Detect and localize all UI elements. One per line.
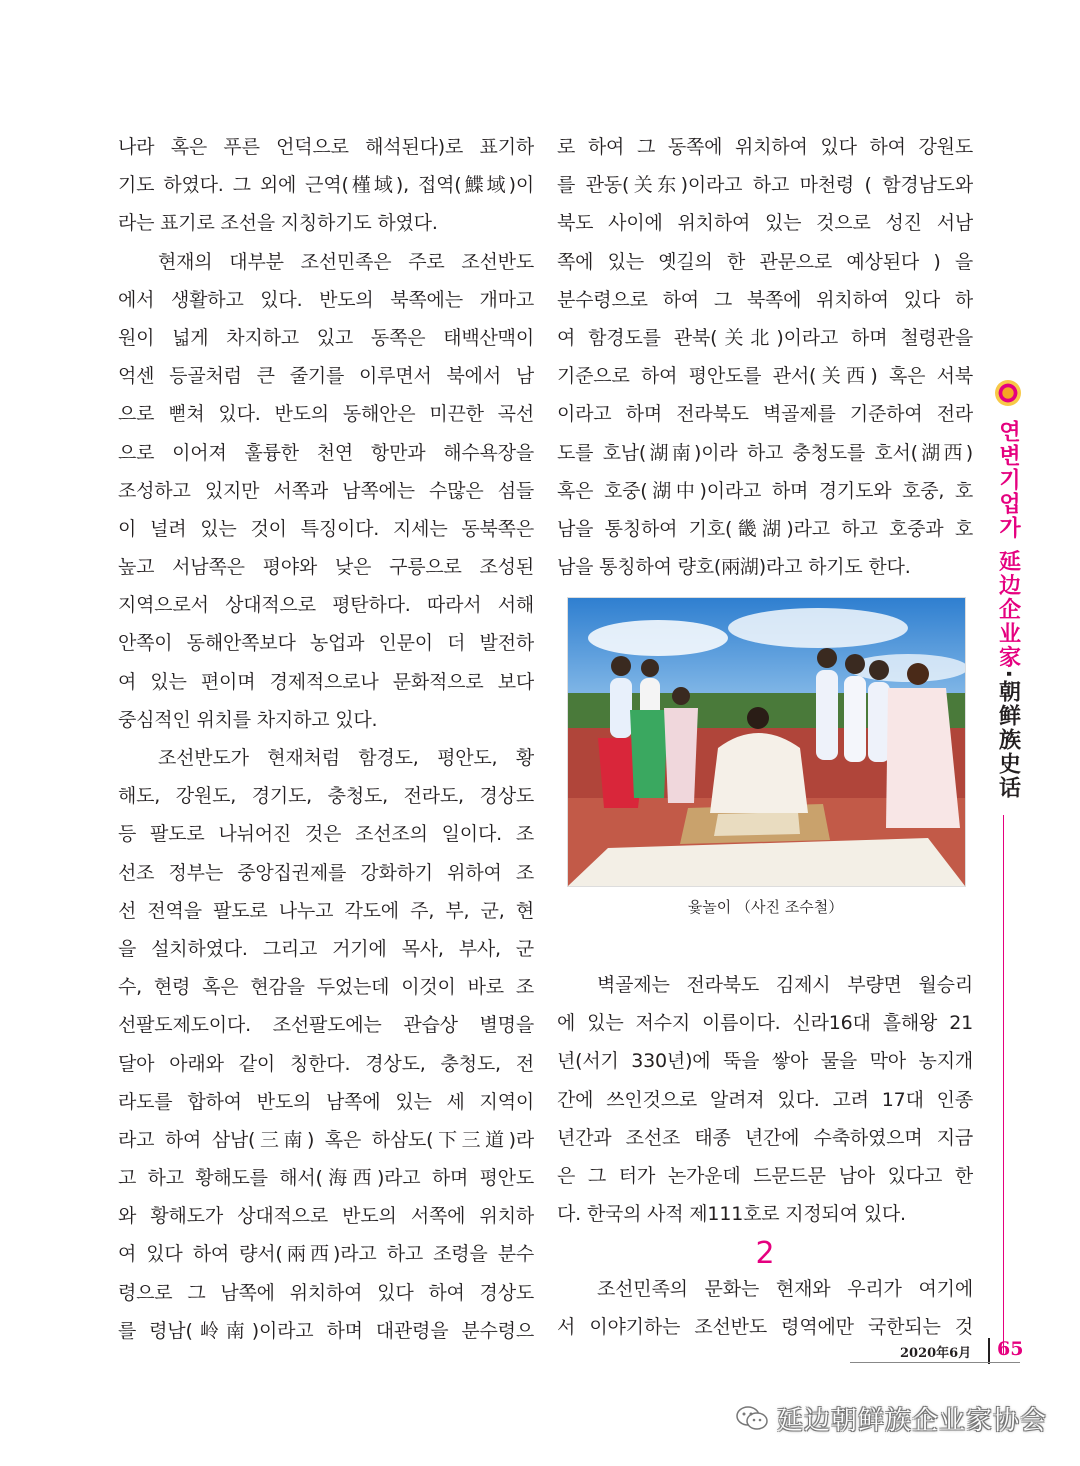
text-line: 현재의 대부분 조선민족은 주로 조선반도 xyxy=(158,250,534,273)
text-line: 조선민족의 문화는 현재와 우리가 여기에 xyxy=(597,1278,973,1300)
text-line: 기준으로 하여 평안도를 관서(关西) 혹은 서북 xyxy=(557,365,973,388)
text-line: 으로 뻗쳐 있다. 반도의 동해안은 미끈한 곡선 xyxy=(118,403,534,426)
text-line: 년(서기 330년)에 뚝을 쌓아 물을 막아 농지개 xyxy=(557,1050,973,1073)
yut-game-photo xyxy=(567,597,966,887)
text-line: 중심적인 위치를 차지하고 있다. xyxy=(118,708,378,731)
text-line: 을 설치하였다. 그리고 거기에 목사, 부사, 군 xyxy=(118,937,534,960)
text-line: 여 있다 하여 량서(兩西)라고 하고 조령을 분수 xyxy=(118,1243,534,1266)
text-line: 고 하고 황해도를 해서(海西)라고 하며 평안도 xyxy=(118,1167,534,1190)
text-line: 조선반도가 현재처럼 함경도, 평안도, 황 xyxy=(158,747,534,769)
side-title-korean: 연변기업가 xyxy=(995,420,1021,540)
magazine-logo-icon xyxy=(995,380,1021,406)
text-line: 를 관동(关东)이라고 하고 마천령 ( 함경남도와 xyxy=(557,174,973,197)
text-line: 라고 하여 삼남(三南) 혹은 하삼도(下三道)라 xyxy=(118,1128,534,1151)
footer-divider xyxy=(988,1338,990,1364)
text-line: 에 있는 저수지 이름이다. 신라16대 흘해왕 21 xyxy=(557,1012,973,1035)
right-text-column-bottom xyxy=(557,1270,973,1346)
text-line: 다. 한국의 사적 제111호로 지정되여 있다. xyxy=(557,1203,906,1226)
text-line: 남을 통칭하여 기호(畿湖)라고 하고 호중과 호 xyxy=(557,517,973,540)
text-line: 년간과 조선조 태종 년간에 수축하였으며 지금 xyxy=(557,1126,973,1149)
text-line: 억센 등골처럼 큰 줄기를 이루면서 북에서 남 xyxy=(118,365,534,388)
page-footer xyxy=(880,1338,1060,1368)
text-line: 쪽에 있는 옛길의 한 관문으로 예상된다 ) 을 xyxy=(557,250,973,273)
text-line: 여 함경도를 관북(关北)이라고 하며 철령관을 xyxy=(557,326,973,349)
text-line: 등 팔도로 나뉘어진 것은 조선조의 일이다. 조 xyxy=(118,823,534,846)
text-line: 선 전역을 팔도로 나누고 각도에 주, 부, 군, 현 xyxy=(118,899,534,922)
page-number: 65 xyxy=(997,1338,1024,1360)
text-line: 기도 하였다. 그 외에 근역(槿域), 접역(鰈域)이 xyxy=(118,174,534,197)
text-line: 원이 넓게 차지하고 있고 동쪽은 태백산맥이 xyxy=(118,326,534,349)
text-line: 벽골제는 전라북도 김제시 부량면 월승리 xyxy=(597,974,973,996)
side-title-chinese: 延边企业家 xyxy=(995,549,1021,670)
footer-rule xyxy=(850,1362,1020,1363)
text-line: 안쪽이 동해안쪽보다 농업과 인문이 더 발전하 xyxy=(118,632,534,655)
text-line: 를 령남(岭南)이라고 하며 대관령을 분수령으 xyxy=(118,1319,534,1342)
text-line: 조성하고 있지만 서쪽과 남쪽에는 수많은 섬들 xyxy=(118,479,534,502)
text-line: 분수령으로 하여 그 북쪽에 위치하여 있다 하 xyxy=(557,288,973,311)
text-line: 수, 현령 혹은 현감을 두었는데 이것이 바로 조 xyxy=(118,976,534,999)
text-line: 에서 생활하고 있다. 반도의 북쪽에는 개마고 xyxy=(118,288,534,311)
text-line: 령으로 그 남쪽에 위치하여 있다 하여 경상도 xyxy=(118,1281,534,1304)
text-line: 나라 혹은 푸른 언덕으로 해석된다)로 표기하 xyxy=(118,136,534,158)
text-line: 간에 쓰인것으로 알려져 있다. 고려 17대 인종 xyxy=(557,1088,973,1111)
text-line: 서 이야기하는 조선반도 령역에만 국한되는 것 xyxy=(557,1316,973,1339)
side-title xyxy=(993,420,1024,800)
text-line: 달아 아래와 같이 칭한다. 경상도, 충청도, 전 xyxy=(118,1052,534,1075)
wechat-watermark xyxy=(735,1398,1047,1438)
magazine-side-header xyxy=(988,380,1028,800)
text-line: 이라고 하며 전라북도 벽골제를 기준하여 전라 xyxy=(557,403,973,426)
watermark-text: 延边朝鲜族企业家协会 xyxy=(777,1405,1048,1436)
text-line: 라는 표기로 조선을 지칭하기도 하였다. xyxy=(118,212,438,235)
text-line: 여 있는 편이며 경제적으로나 문화적으로 보다 xyxy=(118,670,534,693)
text-line: 라도를 합하여 반도의 남쪽에 있는 세 지역이 xyxy=(118,1090,534,1113)
text-line: 선조 정부는 중앙집권제를 강화하기 위하여 조 xyxy=(118,861,534,884)
wechat-icon xyxy=(735,1404,769,1432)
text-line: 로 하여 그 동쪽에 위치하여 있다 하여 강원도 xyxy=(557,136,973,158)
text-line: 북도 사이에 위치하여 있는 것으로 성진 서남 xyxy=(557,212,973,235)
section-number: 2 xyxy=(755,1236,775,1271)
text-line: 혹은 호중(湖中)이라고 하며 경기도와 호중, 호 xyxy=(557,479,973,502)
text-line: 높고 서남쪽은 평야와 낮은 구릉으로 조성된 xyxy=(118,556,534,579)
side-title-separator: · xyxy=(995,669,1021,681)
text-line: 도를 호남(湖南)이라 하고 충청도를 호서(湖西) xyxy=(557,441,973,464)
issue-date: 2020年6月 xyxy=(900,1346,972,1361)
text-line: 지역으로서 상대적으로 평탄하다. 따라서 서해 xyxy=(118,594,534,617)
text-line: 이 널려 있는 것이 특징이다. 지세는 동북쪽은 xyxy=(118,517,534,540)
text-line: 와 황해도가 상대적으로 반도의 서쪽에 위치하 xyxy=(118,1205,534,1228)
text-line: 은 그 터가 논가운데 드문드문 남아 있다고 한 xyxy=(557,1164,973,1187)
right-text-column-middle xyxy=(557,966,973,1233)
text-line: 해도, 강원도, 경기도, 충청도, 전라도, 경상도 xyxy=(118,785,534,808)
text-line: 선팔도제도이다. 조선팔도에는 관습상 별명을 xyxy=(118,1014,534,1037)
photo-illustration xyxy=(568,598,965,886)
photo-caption: 윷놀이 （사진 조수철） xyxy=(687,898,844,916)
right-text-column xyxy=(557,128,973,586)
text-line: 으로 이어져 훌륭한 천연 항만과 해수욕장을 xyxy=(118,441,534,464)
side-subtitle: 朝鲜族史话 xyxy=(995,680,1021,801)
text-line: 남을 통칭하여 량호(兩湖)라고 하기도 한다. xyxy=(557,556,911,579)
side-divider xyxy=(1003,815,1004,1355)
left-text-column xyxy=(118,128,534,1350)
